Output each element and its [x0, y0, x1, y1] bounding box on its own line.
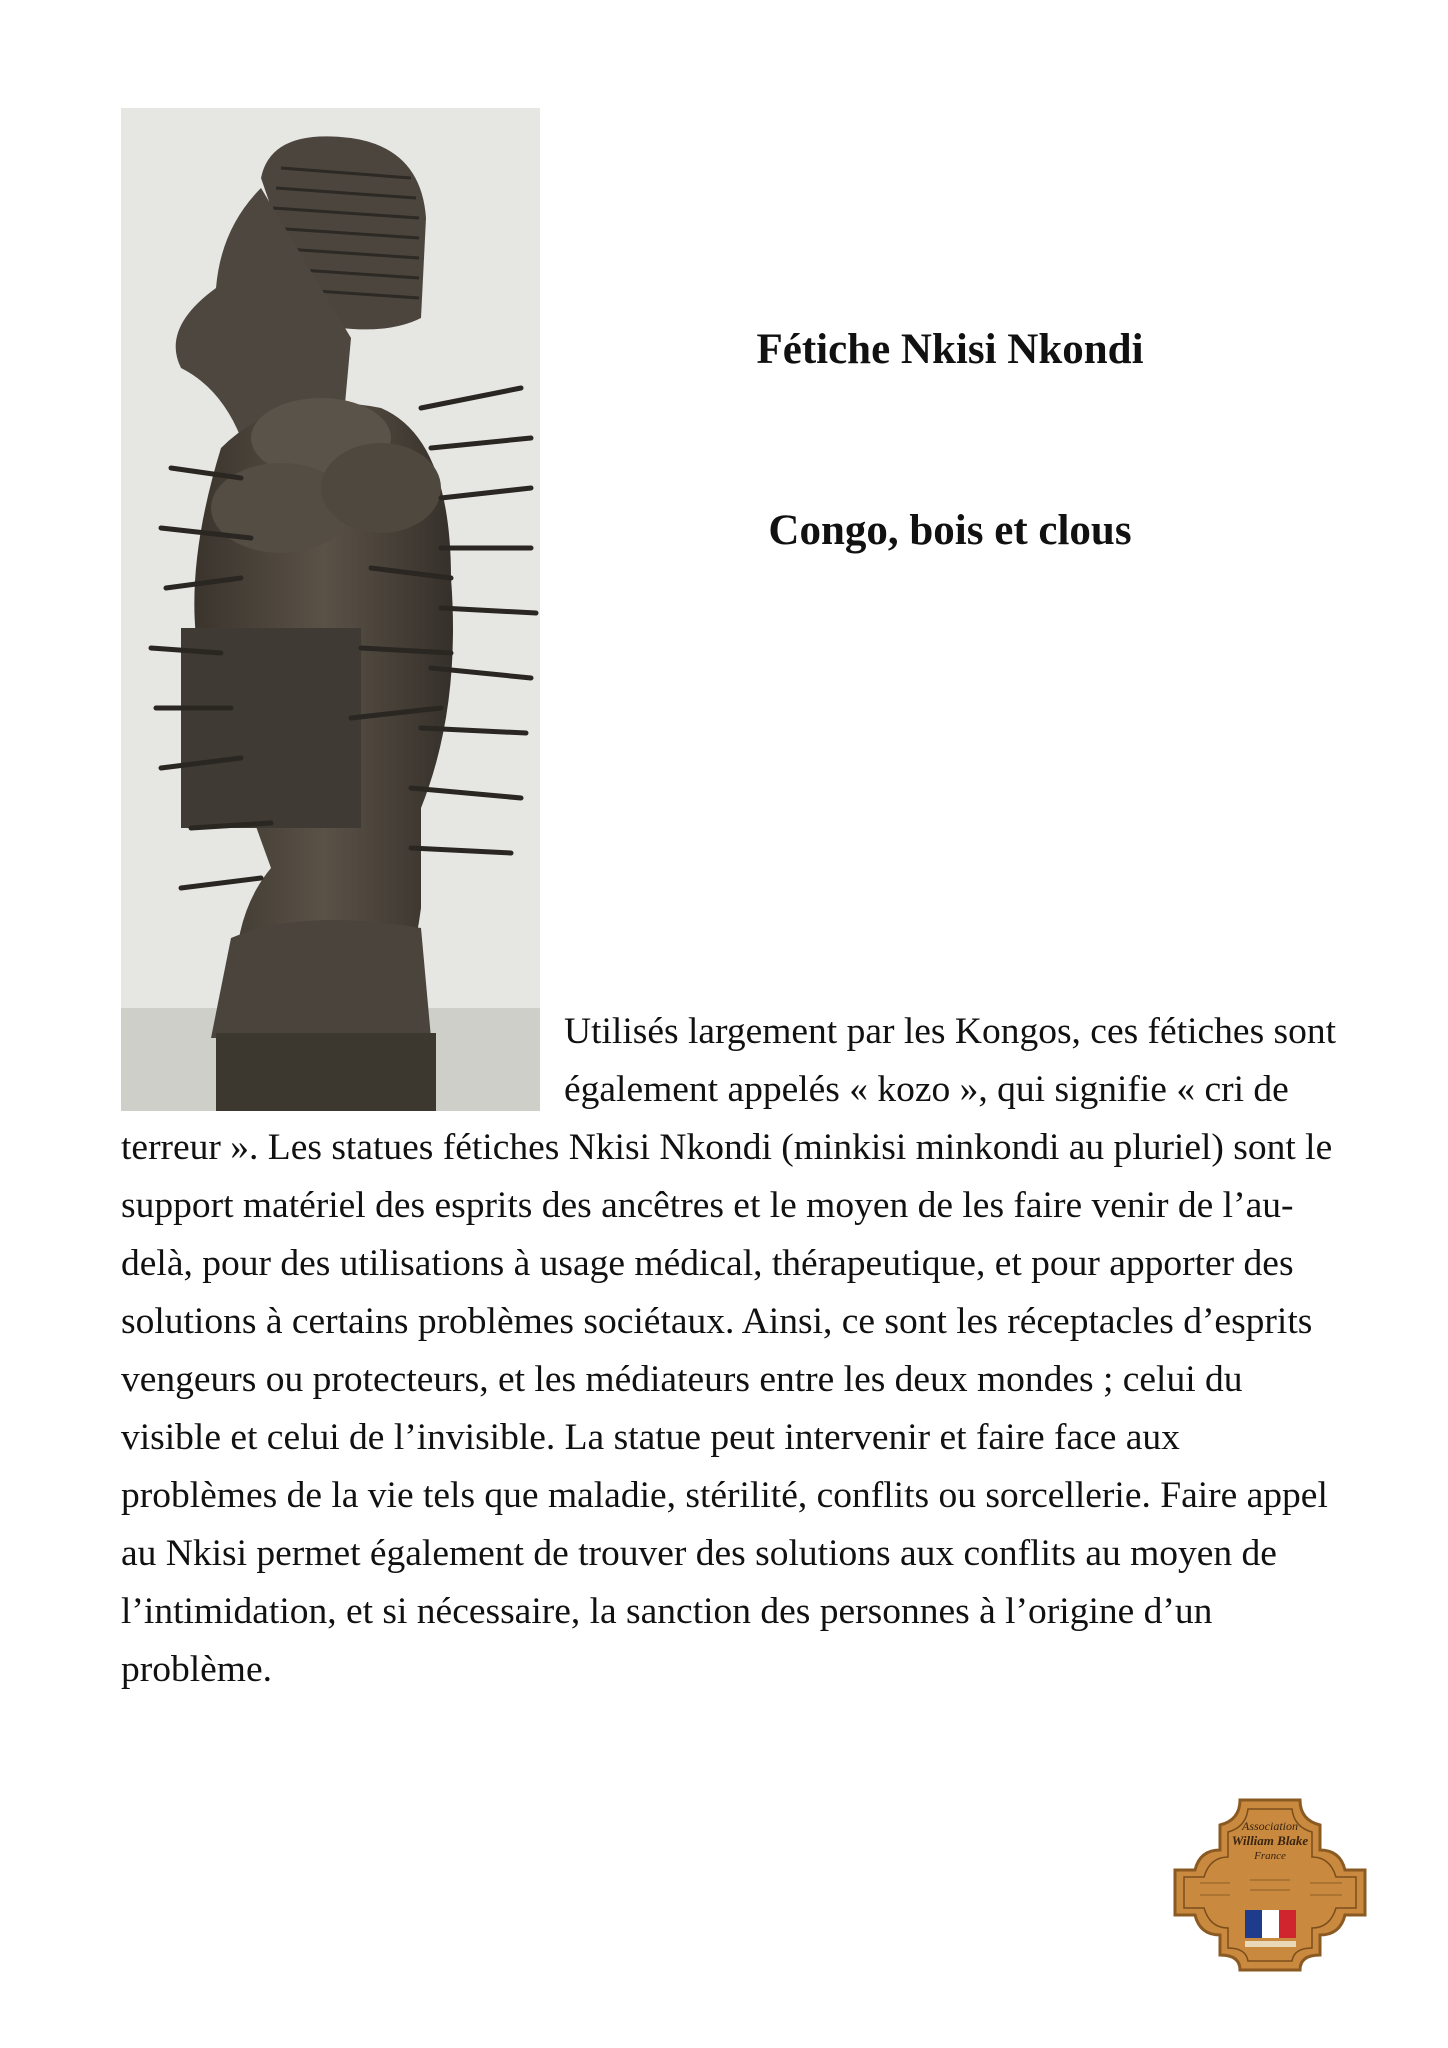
nkisi-statue-image [121, 108, 540, 1111]
stamp-line-1: Association [1242, 1819, 1298, 1833]
association-stamp [1170, 1795, 1370, 1975]
document-subtitle: Congo, bois et clous [768, 507, 1132, 554]
stamp-line-2: William Blake [1231, 1833, 1309, 1848]
french-flag-icon [1245, 1910, 1296, 1938]
statue-photo [121, 108, 540, 1111]
document-title: Fétiche Nkisi Nkondi [756, 326, 1144, 373]
body-text-block [121, 1003, 1341, 1699]
body-paragraph: Utilisés largement par les Kongos, ces fétiches sont également appelés « kozo », qui signifie « cri de terreur ». Les statues fétiches Nkisi Nkondi (minkisi minkondi au pluriel) sont le support matériel des esprits des ancêtres et le moyen de les faire venir de l’au-delà, pour des utilisations à usage médical, thérapeutique, et pour apporter des solutions à certains problèmes sociétaux. Ainsi, ce sont les réceptacles d’esprits vengeurs ou protecteurs, et les médiateurs entre les deux mondes ; celui du visible et celui de l’invisible. La statue peut intervenir et faire face aux problèmes de la vie tels que maladie, stérilité, conflits ou sorcellerie. Faire appel au Nkisi permet également de trouver des solutions aux conflits au moyen de l’intimidation, et si nécessaire, la sanction des personnes à l’origine d’un problème. [121, 1011, 1337, 1690]
association-logo [1170, 1795, 1370, 1975]
stamp-line-3: France [1254, 1850, 1286, 1862]
image-wrap-space [121, 1003, 564, 1115]
